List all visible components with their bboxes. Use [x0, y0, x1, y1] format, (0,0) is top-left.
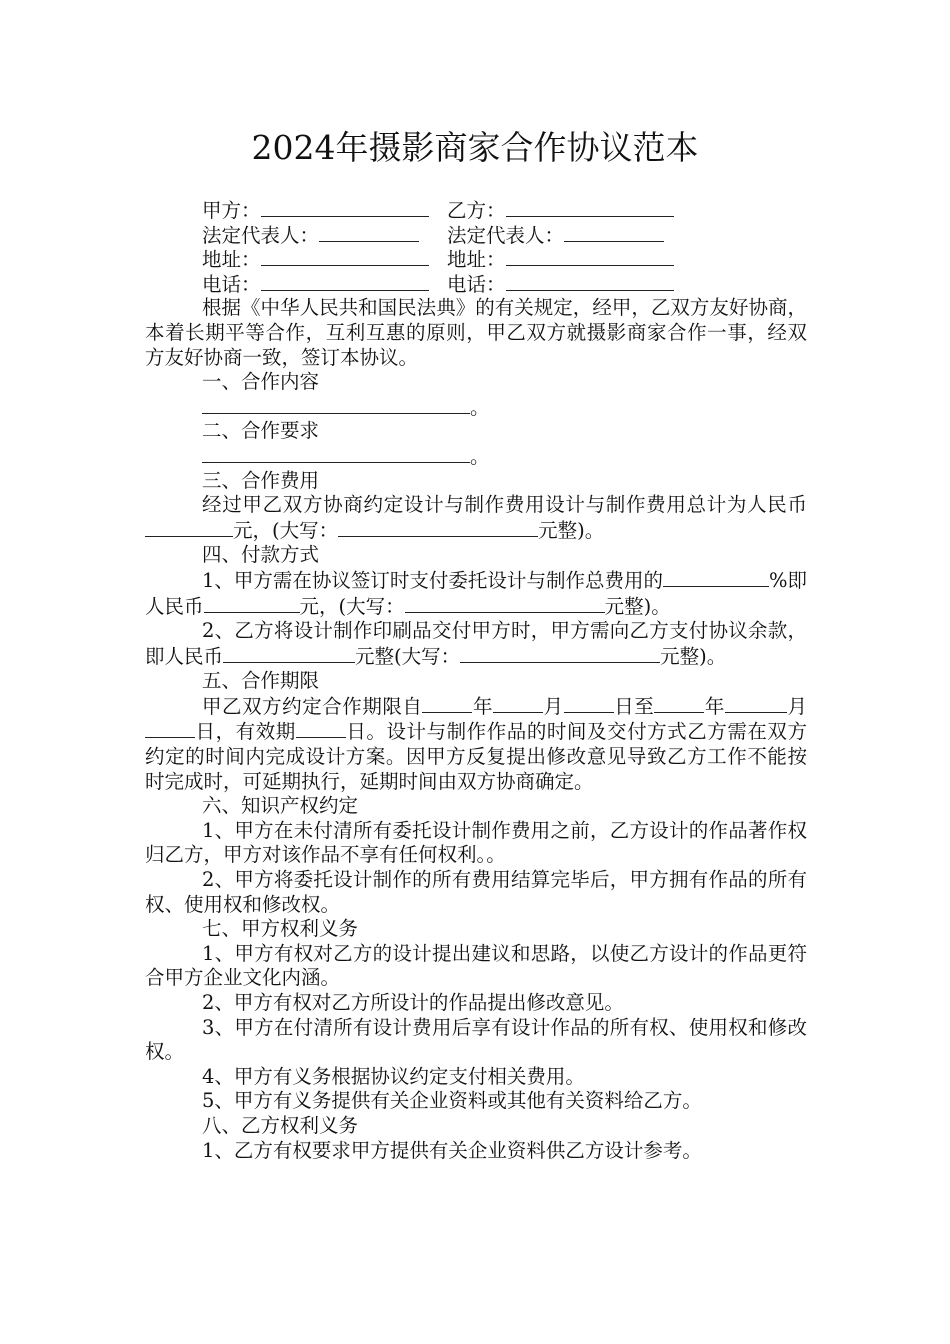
section-2-blank: [202, 444, 470, 463]
section-2-blank-line: [145, 444, 807, 469]
section-3-text-1: 经过甲乙双方协商约定设计与制作费用设计与制作费用总计为人民币: [202, 493, 807, 517]
section-5-text-rest: 日。设计与制作作品的时间及交付方式乙方需在双方约定的时间内完成设计方案。因甲方反复提出修改意见导致乙方工作不能按时完成时，可延期执行，延期时间由双方协商确定。: [145, 720, 807, 793]
section-5-month-blank: [493, 694, 543, 713]
section-7-item-1: 1、甲方有权对乙方的设计提出建议和思路，以使乙方设计的作品更符合甲方企业文化内涵。: [145, 941, 807, 990]
section-4-1-capital-blank: [405, 594, 605, 613]
section-4-2-amount-blank: [223, 644, 355, 663]
section-7-item-4: 4、甲方有义务根据协议约定支付相关费用。: [202, 1064, 585, 1088]
party-b-label: 乙方：: [447, 199, 506, 222]
section-4-1-text-a: 1、甲方需在协议签订时支付委托设计与制作总费用的: [202, 568, 663, 592]
party-row-rep: [145, 223, 807, 248]
party-b-blank: [506, 198, 674, 217]
section-5-title: 五、合作期限: [202, 669, 320, 693]
section-3-text-3: 元整)。: [538, 518, 605, 542]
section-4-1-percent-blank: [663, 568, 769, 587]
section-3-amount-blank: [145, 518, 233, 537]
section-5-year: 年: [472, 694, 494, 718]
section-4-1-text-d: 元整)。: [604, 594, 671, 618]
section-3-paragraph: [145, 493, 807, 543]
section-5-month2: 月: [786, 694, 807, 718]
section-6-item-1: 1、甲方在未付清所有委托设计制作费用之前，乙方设计的作品著作权归乙方，甲方对该作品不享有任何权利。。: [145, 818, 807, 867]
section-3-title: 三、合作费用: [202, 468, 320, 492]
section-2-title: 二、合作要求: [202, 419, 320, 443]
party-a-phone-label: 电话：: [202, 272, 261, 296]
section-4-title: 四、付款方式: [202, 543, 320, 567]
party-b-phone-label: 电话：: [447, 272, 506, 296]
section-4-2-text-c: 元整)。: [660, 644, 727, 668]
intro-paragraph: 根据《中华人民共和国民法典》的有关规定，经甲，乙双方友好协商，本着长期平等合作，互利互惠的原则，甲乙双方就摄影商家合作一事，经双方友好协商一致，签订本协议。: [145, 296, 807, 369]
section-7-item-2: 2、甲方有权对乙方所设计的作品提出修改意见。: [202, 991, 624, 1014]
section-4-1-text-b: %即人民币: [145, 568, 807, 618]
section-8-item-1: 1、乙方有权要求甲方提供有关企业资料供乙方设计参考。: [202, 1138, 702, 1162]
section-5-year2-blank: [654, 694, 704, 713]
document-body: [145, 198, 807, 1163]
section-4-2-text-a: 2、乙方将设计制作印刷品交付甲方时，甲方需向乙方支付协议余款，即人民币: [145, 619, 807, 668]
party-a-label: 甲方：: [202, 199, 261, 222]
section-4-1-amount-blank: [204, 594, 300, 613]
party-b-addr-label: 地址：: [447, 248, 506, 272]
party-row-phone: [145, 272, 807, 297]
document-title: 2024年摄影商家合作协议范本: [251, 128, 699, 167]
section-1-title: 一、合作内容: [202, 370, 320, 394]
party-b-rep-label: 法定代表人：: [447, 223, 565, 247]
section-3-text-2: 元，(大写：: [233, 518, 339, 542]
section-7-title: 七、甲方权利义务: [202, 917, 359, 941]
section-3-capital-blank: [338, 518, 538, 537]
party-a-rep-blank: [319, 223, 419, 242]
section-5-day2-blank: [145, 719, 195, 738]
section-1-blank-line: [145, 395, 807, 420]
section-1-blank: [202, 395, 470, 414]
section-1-period: 。: [470, 395, 490, 419]
party-row-address: [145, 247, 807, 272]
party-b-phone-blank: [506, 272, 674, 291]
party-a-addr-label: 地址：: [202, 248, 261, 272]
section-4-2-capital-blank: [460, 644, 660, 663]
party-a-addr-blank: [261, 247, 429, 266]
section-5-year-blank: [422, 694, 472, 713]
party-a-phone-blank: [261, 272, 429, 291]
section-7-item-3: 3、甲方在付清所有设计费用后享有设计作品的所有权、使用权和修改权。: [145, 1015, 807, 1064]
section-4-item-1: [145, 568, 807, 619]
section-5-year2: 年: [704, 694, 725, 718]
section-6-item-2: 2、甲方将委托设计制作的所有费用结算完毕后，甲方拥有作品的所有权、使用权和修改权。: [145, 868, 807, 916]
party-a-rep-label: 法定代表人：: [202, 223, 320, 247]
section-4-1-text-c: 元，(大写：: [299, 594, 405, 618]
party-b-addr-blank: [506, 247, 674, 266]
party-row-name: [145, 198, 807, 223]
section-5-day-blank: [564, 694, 614, 713]
party-a-blank: [261, 198, 429, 217]
section-5-paragraph: [145, 694, 807, 794]
section-6-title: 六、知识产权约定: [202, 794, 359, 818]
section-5-day2: 日，有效期: [195, 720, 296, 744]
section-5-month: 月: [543, 694, 564, 718]
section-5-day-to: 日至: [613, 694, 655, 718]
section-5-text-a: 甲乙双方约定合作期限自: [202, 694, 423, 718]
section-4-item-2: [145, 619, 807, 669]
section-5-month2-blank: [725, 694, 787, 713]
section-5-validity-blank: [296, 719, 346, 738]
section-7-item-5: 5、甲方有义务提供有关企业资料或其他有关资料给乙方。: [202, 1089, 702, 1113]
section-4-2-text-b: 元整(大写：: [355, 644, 461, 668]
section-8-title: 八、乙方权利义务: [202, 1113, 359, 1137]
party-b-rep-blank: [564, 223, 664, 242]
section-2-period: 。: [470, 444, 490, 468]
